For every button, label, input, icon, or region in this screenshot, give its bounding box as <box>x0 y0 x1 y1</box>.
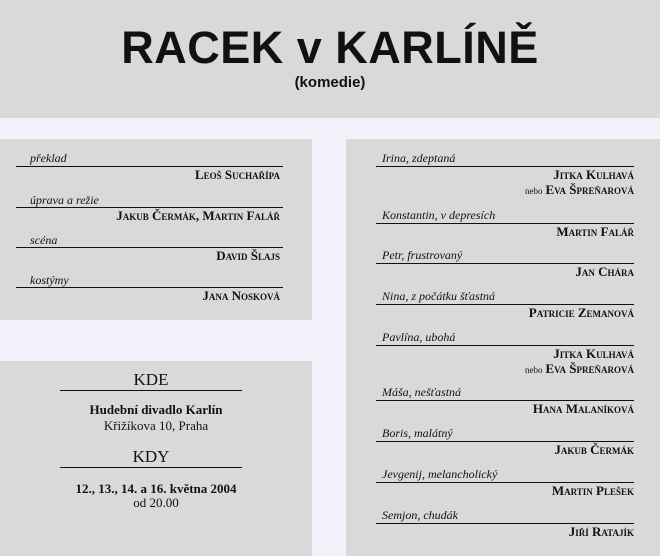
crew-name: Leoš Suchařípa <box>195 167 280 182</box>
where-divider <box>60 390 242 391</box>
crew-role: úprava a režie <box>30 193 99 207</box>
cast-name: Jakub Čermák <box>554 442 634 457</box>
cast-name: Martin Falář <box>556 224 634 239</box>
performance-dates: 12., 13., 14. a 16. května 2004 <box>75 481 237 496</box>
crew-role: překlad <box>30 151 67 165</box>
alternate-prefix: nebo <box>525 365 543 375</box>
cast-role: Jevgenij, melancholický <box>382 467 498 481</box>
cast-role: Nina, z počátku šťastná <box>382 289 496 303</box>
where-heading: KDE <box>133 370 169 389</box>
cast-name: Hana Malaníková <box>532 401 634 416</box>
crew-role: scéna <box>30 233 58 247</box>
cast-role: Pavlína, ubohá <box>382 330 456 344</box>
crew-name: Jana Nosková <box>202 288 280 303</box>
header-banner <box>0 0 660 118</box>
cast-alternate <box>525 362 634 377</box>
cast-role: Irina, zdeptaná <box>382 151 456 165</box>
crew-name: David Šlajs <box>216 248 280 263</box>
cast-name: Jitka Kulhavá <box>553 346 634 361</box>
cast-name: Jan Chára <box>575 264 634 279</box>
performance-time: od 20.00 <box>133 495 179 510</box>
cast-role: Semjon, chudák <box>382 508 458 522</box>
alternate-name: Eva Špreňarová <box>545 182 634 197</box>
page-title: RACEK v KARLÍNĚ <box>121 22 539 73</box>
alternate-prefix: nebo <box>525 186 543 196</box>
cast-name: Martin Plešek <box>551 483 634 498</box>
venue-place: Hudební divadlo Karlín <box>89 402 223 417</box>
cast-name: Patricie Zemanová <box>528 305 634 320</box>
crew-panel <box>0 139 312 320</box>
venue-address: Křižíkova 10, Praha <box>103 418 209 433</box>
venue-panel <box>0 361 312 556</box>
cast-panel <box>346 139 660 556</box>
cast-role: Petr, frustrovaný <box>382 248 463 262</box>
cast-role: Máša, nešťastná <box>382 385 462 399</box>
cast-role: Konstantin, v depresích <box>382 208 496 222</box>
alternate-name: Eva Špreňarová <box>545 361 634 376</box>
cast-name: Jiří Ratajík <box>568 524 634 539</box>
cast-name: Jitka Kulhavá <box>553 167 634 182</box>
crew-name: Jakub Čermák, Martin Falář <box>116 208 280 223</box>
cast-alternate <box>525 183 634 198</box>
when-heading: KDY <box>132 447 170 466</box>
page-subtitle: (komedie) <box>294 74 366 91</box>
cast-role: Boris, malátný <box>382 426 453 440</box>
crew-role: kostýmy <box>30 273 69 287</box>
when-divider <box>60 467 242 468</box>
